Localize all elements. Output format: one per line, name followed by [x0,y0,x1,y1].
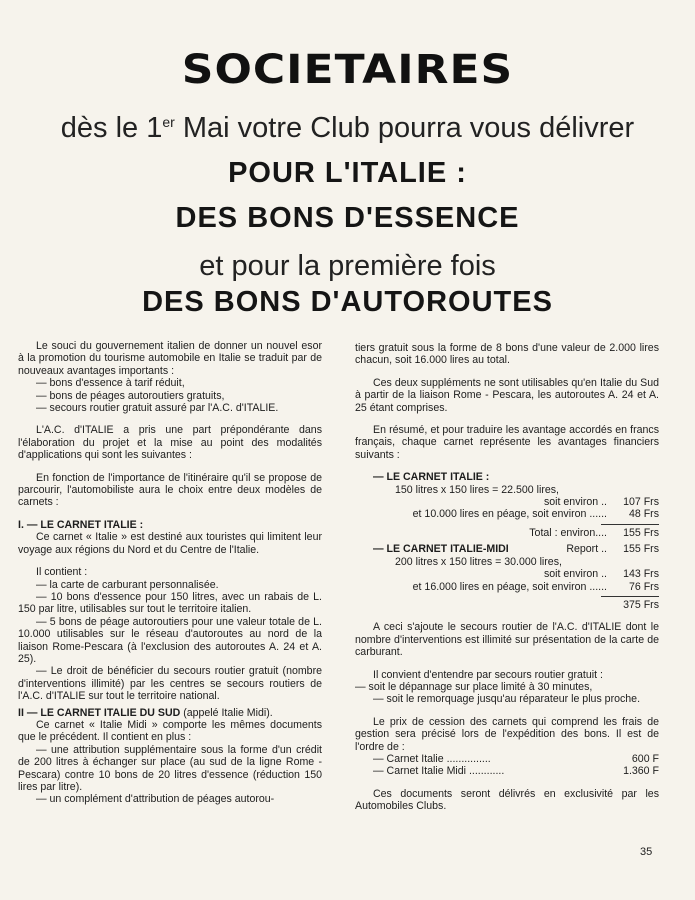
calc-label: et 16.000 lires en péage, soit environ ...... [412,580,607,593]
headline-line-1 [0,112,695,145]
paragraph: En résumé, et pour traduire les avantage accordés en francs français, chaque carnet représente les avantages financiers suivants : [355,424,659,461]
list-item: — un complément d'attribution de péages autorou- [36,793,275,806]
list-item: — secours routier gratuit assuré par l'A.C. d'ITALIE. [36,402,279,415]
calc-row [355,527,659,539]
paragraph: Le prix de cession des carnets qui comprend les frais de gestion sera précisé lors de l'expédition des bons. Il est de l'ordre de : [355,715,659,753]
calc-label: 200 litres x 150 litres = 30.000 lires, [395,555,562,568]
calc-label: soit environ .. [543,568,607,581]
right-column [355,342,659,813]
paragraph: Il convient d'entendre par secours routier gratuit : [373,668,603,681]
paragraph: tiers gratuit sous la forme de 8 bons d'une valeur de 2.000 lires chacun, soit 16.000 lires au total. [355,342,659,367]
calc-label: soit environ .. [543,496,607,509]
calc-row [355,599,659,611]
calc-label: 150 litres x 150 lires = 22.500 lires, [395,483,559,496]
carnet-midi-title: — LE CARNET ITALIE-MIDI [373,543,509,556]
paragraph: Ces documents seront délivrés en exclusivité par les Automobiles Clubs. [355,787,659,813]
calc-label: et 10.000 lires en péage, soit environ ...... [412,508,607,521]
paragraph: L'A.C. d'ITALIE a pris une part prépondérante dans l'élaboration du projet et la mise au point des modalités d'applications qui sont les suivantes : [18,424,322,462]
paragraph: Ce carnet « Italie Midi » comporte les mêmes documents que le précédent. Il contient en plus : [18,718,322,744]
paragraph: A ceci s'ajoute le secours routier de l'A.C. d'ITALIE dont le nombre d'interventions est illimité sur présentation de la carte de carburant. [355,621,659,659]
calc-amount: 155 Frs [623,526,659,539]
calc-amount: 107 Frs [623,496,659,509]
price-amount: 600 F [631,752,659,765]
calc-label: Total : environ.... [529,526,607,539]
calc-row [355,581,659,593]
paragraph: Il contient : [36,566,88,579]
list-item: — Le droit de bénéficier du secours routier gratuit (nombre d'interventions illimité) par les centres se secours routiers de l'A.C. d'ITALIE sur tout le territoire national. [18,665,322,703]
calc-row [355,496,659,508]
price-row [355,753,659,765]
total-rule [601,524,659,525]
paragraph: En fonction de l'importance de l'itinéraire qu'il se propose de parcourir, l'automobiliste aura le choix entre deux modèles de carnets : [18,471,322,509]
section-title-2-suffix: (appelé Italie Midi). [180,706,273,719]
calc-row [355,568,659,580]
calc-row [355,556,659,568]
paragraph: Le souci du gouvernement italien de donner un nouvel esor à la promotion du tourisme automobile en Italie se traduit par de nouveaux avantages importants : [18,340,322,377]
headline-line-1-post: Mai votre Club pourra vous délivrer [174,112,635,144]
calc-amount: 76 Frs [628,580,659,593]
list-item: — 5 bons de péage autoroutiers pour une valeur totale de L. 10.000 utilisables sur le réseau d'autoroutes au nord de la liaison Rome-Pescara (à l'exclusion des autoroutes A. 24 et A. 25). [18,615,322,665]
headline-line-1-sup: er [162,114,175,130]
list-item: — une attribution supplémentaire sous la forme d'un crédit de 200 litres à échanger sur place (au sud de la ligne Rome - Pescara) contre 10 bons de 20 litres d'essence (réduction 150 lires par litre). [18,743,322,793]
section-title-2 [18,707,322,719]
paragraph: Ce carnet « Italie » est destiné aux touristes qui limitent leur voyage aux régions du Nord et du Centre de l'Italie. [18,531,322,556]
headline-line-4: et pour la première fois [199,250,496,282]
calc-row [355,484,659,496]
report-label: Report .. [566,543,607,556]
report-amount: 155 Frs [623,543,659,556]
calc-amount: 143 Frs [623,568,659,581]
left-column [18,340,322,806]
carnet-italie-title: — LE CARNET ITALIE : [373,471,490,484]
calc-row [355,508,659,520]
grand-total: 375 Frs [623,598,659,611]
list-item: — bons de péages autoroutiers gratuits, [36,389,225,402]
total-rule [601,596,659,597]
list-item: — soit le remorquage jusqu'au réparateur le plus proche. [373,693,641,706]
headline-line-2: POUR L'ITALIE : [228,157,467,189]
price-row [355,765,659,777]
section-title: I. — LE CARNET ITALIE : [18,518,144,531]
list-item: — 10 bons d'essence pour 150 litres, avec un rabais de L. 150 par litre, utilisables sur tout le territoire italien. [18,590,322,616]
price-amount: 1.360 F [623,765,659,778]
paragraph: Ces deux suppléments ne sont utilisables qu'en Italie du Sud à partir de la liaison Rome - Pescara, les autoroutes A. 24 et A. 25 étant comprises. [355,376,659,414]
list-item: — soit le dépannage sur place limité à 30 minutes, [355,680,593,693]
carnet-midi-header [355,543,659,555]
list-item: — bons d'essence à tarif réduit, [36,377,185,390]
headline-line-3: DES BONS D'ESSENCE [175,202,520,234]
headline-line-5: DES BONS D'AUTOROUTES [142,286,553,318]
headline-line-1-pre: dès le 1 [60,112,163,144]
price-label: — Carnet Italie Midi ............ [373,765,505,778]
calc-amount: 48 Frs [628,508,659,521]
list-item: — la carte de carburant personnalisée. [36,578,219,591]
price-label: — Carnet Italie ............... [373,752,491,765]
banner-title: SOCIETAIRES [181,46,514,93]
page-number: 35 [640,846,653,858]
section-title-2-bold: II — LE CARNET ITALIE DU SUD [18,706,181,719]
